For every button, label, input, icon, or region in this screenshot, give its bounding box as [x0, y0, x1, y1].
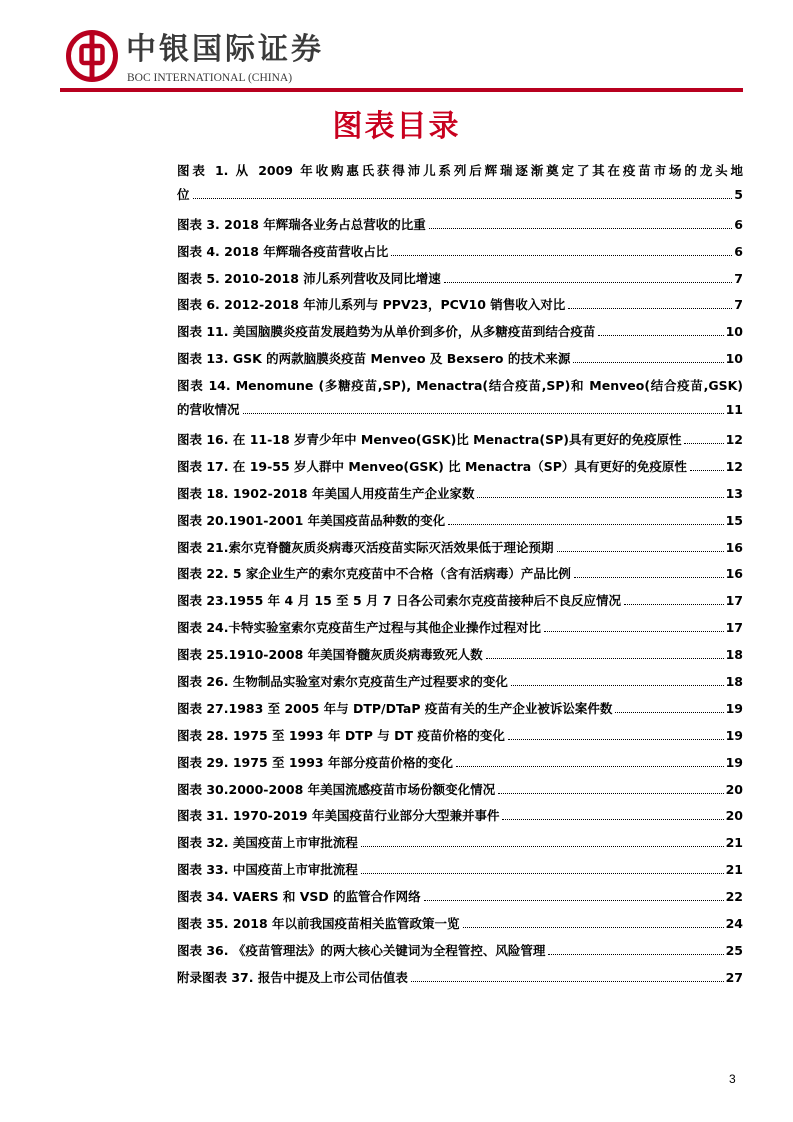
toc-entry-title-line: 图表 1. 从 2009 年收购惠氏获得沛儿系列后辉瑞逐渐奠定了其在疫苗市场的龙头地	[177, 163, 743, 178]
toc-entry[interactable]	[177, 482, 743, 509]
toc-entry-page: 19	[725, 754, 743, 770]
toc-entry[interactable]	[177, 428, 743, 455]
toc-entry[interactable]	[177, 804, 743, 831]
dot-leader	[557, 551, 724, 552]
toc-entry-title: 图表 22. 5 家企业生产的索尔克疫苗中不合格（含有活病毒）产品比例	[177, 566, 571, 582]
dot-leader	[568, 308, 732, 309]
dot-leader	[598, 335, 723, 336]
brand-name-english: BOC INTERNATIONAL (CHINA)	[127, 72, 293, 84]
toc-entry-page: 17	[725, 593, 743, 609]
toc-entry-page: 25	[725, 942, 743, 958]
toc-entry-title: 图表 3. 2018 年辉瑞各业务占总营收的比重	[177, 216, 426, 232]
toc-entry-page: 18	[725, 673, 743, 689]
brand-name-chinese: 中银国际证券	[126, 32, 324, 67]
toc-entry-page: 20	[725, 781, 743, 797]
toc-entry[interactable]	[177, 885, 743, 912]
toc-entry-title: 图表 30.2000-2008 年美国流感疫苗市场份额变化情况	[177, 781, 496, 797]
toc-entry-title: 图表 25.1910-2008 年美国脊髓灰质炎病毒致死人数	[177, 647, 483, 663]
toc-entry[interactable]	[177, 697, 743, 724]
toc-entry-page: 17	[725, 620, 743, 636]
toc-entry-title: 图表 32. 美国疫苗上市审批流程	[177, 835, 358, 851]
toc-entry-title: 图表 21.索尔克脊髓灰质炎病毒灭活疫苗实际灭活效果低于理论预期	[177, 539, 554, 555]
toc-entry[interactable]	[177, 240, 743, 267]
dot-leader	[424, 900, 724, 901]
toc-entry[interactable]	[177, 455, 743, 482]
dot-leader	[574, 577, 724, 578]
toc-entry[interactable]	[177, 616, 743, 643]
toc-entry-title: 图表 31. 1970-2019 年美国疫苗行业部分大型兼并事件	[177, 808, 500, 824]
dot-leader	[508, 739, 724, 740]
toc-entry-title: 图表 16. 在 11-18 岁青少年中 Menveo(GSK)比 Menactra(SP)具有更好的免疫原性	[177, 431, 682, 447]
toc-entry-page: 19	[725, 727, 743, 743]
toc-entry[interactable]	[177, 267, 743, 294]
toc-entry[interactable]	[177, 939, 743, 966]
toc-entry[interactable]	[177, 374, 743, 428]
toc-entry-page: 21	[725, 835, 743, 851]
toc-entry-title: 图表 27.1983 至 2005 年与 DTP/DTaP 疫苗有关的生产企业被诉讼案件数	[177, 700, 613, 716]
toc-entry[interactable]	[177, 858, 743, 885]
toc-entry-title: 位	[177, 187, 190, 202]
dot-leader	[456, 766, 724, 767]
toc-entry-page: 6	[734, 216, 743, 232]
toc-entry[interactable]	[177, 966, 743, 993]
toc-entry-title: 图表 36. 《疫苗管理法》的两大核心关键词为全程管控、风险管理	[177, 942, 546, 958]
toc-entry-page: 21	[725, 862, 743, 878]
toc-entry[interactable]	[177, 670, 743, 697]
dot-leader	[615, 712, 723, 713]
dot-leader	[444, 282, 733, 283]
dot-leader	[511, 685, 724, 686]
toc-entry-page: 5	[734, 187, 743, 202]
toc-entry-title: 图表 20.1901-2001 年美国疫苗品种数的变化	[177, 512, 446, 528]
dot-leader	[411, 981, 724, 982]
toc-entry-page: 19	[725, 700, 743, 716]
dot-leader	[463, 927, 724, 928]
toc-entry-title: 图表 5. 2010-2018 沛儿系列营收及同比增速	[177, 270, 441, 286]
toc-entry-page: 15	[725, 512, 743, 528]
header-divider	[60, 88, 743, 92]
toc-entry-title: 图表 18. 1902-2018 年美国人用疫苗生产企业家数	[177, 485, 475, 501]
toc-entry-page: 24	[725, 915, 743, 931]
dot-leader	[548, 954, 723, 955]
toc-entry-title: 图表 17. 在 19-55 岁人群中 Menveo(GSK) 比 Menactra（SP）具有更好的免疫原性	[177, 458, 687, 474]
dot-leader	[690, 470, 724, 471]
toc-entry-title: 图表 24.卡特实验室索尔克疫苗生产过程与其他企业操作过程对比	[177, 620, 541, 636]
dot-leader	[361, 873, 724, 874]
toc-entry-title: 图表 26. 生物制品实验室对索尔克疫苗生产过程要求的变化	[177, 673, 508, 689]
dot-leader	[684, 443, 723, 444]
toc-entry[interactable]	[177, 724, 743, 751]
boc-logo-icon	[66, 30, 118, 82]
toc-entry-page: 20	[725, 808, 743, 824]
toc-entry[interactable]	[177, 293, 743, 320]
dot-leader	[429, 228, 733, 229]
toc-entry-title: 图表 28. 1975 至 1993 年 DTP 与 DT 疫苗价格的变化	[177, 727, 505, 743]
toc-entry-title: 图表 6. 2012-2018 年沛儿系列与 PPV23，PCV10 销售收入对比	[177, 297, 566, 313]
toc-entry[interactable]	[177, 562, 743, 589]
dot-leader	[544, 631, 724, 632]
toc-entry[interactable]	[177, 778, 743, 805]
toc-entry-title: 图表 34. VAERS 和 VSD 的监管合作网络	[177, 889, 421, 905]
dot-leader	[498, 793, 723, 794]
toc-entry-page: 7	[734, 297, 743, 313]
dot-leader	[624, 604, 724, 605]
toc-entry[interactable]	[177, 643, 743, 670]
toc-entry-title: 图表 33. 中国疫苗上市审批流程	[177, 862, 358, 878]
toc-entry-title: 附录图表 37. 报告中提及上市公司估值表	[177, 969, 408, 985]
toc-entry-page: 12	[725, 458, 743, 474]
toc-entry-title: 的营收情况	[177, 402, 240, 418]
toc-entry-title: 图表 4. 2018 年辉瑞各疫苗营收占比	[177, 243, 389, 259]
toc-entry-page: 16	[725, 539, 743, 555]
toc-entry-page: 6	[734, 243, 743, 259]
dot-leader	[477, 497, 723, 498]
toc-entry[interactable]	[177, 912, 743, 939]
toc-entry-title: 图表 13. GSK 的两款脑膜炎疫苗 Menveo 及 Bexsero 的技术来源	[177, 351, 571, 367]
toc-entry-page: 16	[725, 566, 743, 582]
toc-entry[interactable]	[177, 831, 743, 858]
dot-leader	[448, 524, 723, 525]
toc-entry[interactable]	[177, 751, 743, 778]
toc-entry[interactable]	[177, 589, 743, 616]
dot-leader	[243, 413, 724, 414]
dot-leader	[391, 255, 732, 256]
toc-entry-page: 12	[725, 431, 743, 447]
toc-entry-page: 22	[725, 889, 743, 905]
toc-entry-page: 27	[725, 969, 743, 985]
toc-entry-title: 图表 29. 1975 至 1993 年部分疫苗价格的变化	[177, 754, 453, 770]
dot-leader	[361, 846, 724, 847]
toc-entry-page: 13	[725, 485, 743, 501]
page-number: 3	[729, 1072, 736, 1086]
toc-entry-page: 10	[725, 324, 743, 340]
toc-entry-title: 图表 23.1955 年 4 月 15 至 5 月 7 日各公司索尔克疫苗接种后不良反应情况	[177, 593, 621, 609]
toc-entry-page: 10	[725, 351, 743, 367]
toc-entry-title: 图表 35. 2018 年以前我国疫苗相关监管政策一览	[177, 915, 460, 931]
dot-leader	[502, 819, 723, 820]
table-of-contents	[177, 159, 743, 993]
dot-leader	[573, 362, 723, 363]
toc-entry[interactable]	[177, 536, 743, 563]
toc-entry-page: 7	[734, 270, 743, 286]
toc-entry[interactable]	[177, 347, 743, 374]
toc-entry[interactable]	[177, 320, 743, 347]
toc-entry-page: 18	[725, 647, 743, 663]
dot-leader	[193, 198, 733, 199]
toc-entry[interactable]	[177, 159, 743, 213]
dot-leader	[486, 658, 724, 659]
toc-entry-page: 11	[725, 402, 743, 418]
toc-entry[interactable]	[177, 509, 743, 536]
page-title: 图表目录	[332, 109, 461, 144]
toc-entry[interactable]	[177, 213, 743, 240]
toc-entry-title: 图表 11. 美国脑膜炎疫苗发展趋势为从单价到多价，从多糖疫苗到结合疫苗	[177, 324, 596, 340]
toc-entry-title-line: 图表 14. Menomune (多糖疫苗,SP), Menactra(结合疫苗,SP)和 Menveo(结合疫苗,GSK)	[177, 378, 743, 394]
